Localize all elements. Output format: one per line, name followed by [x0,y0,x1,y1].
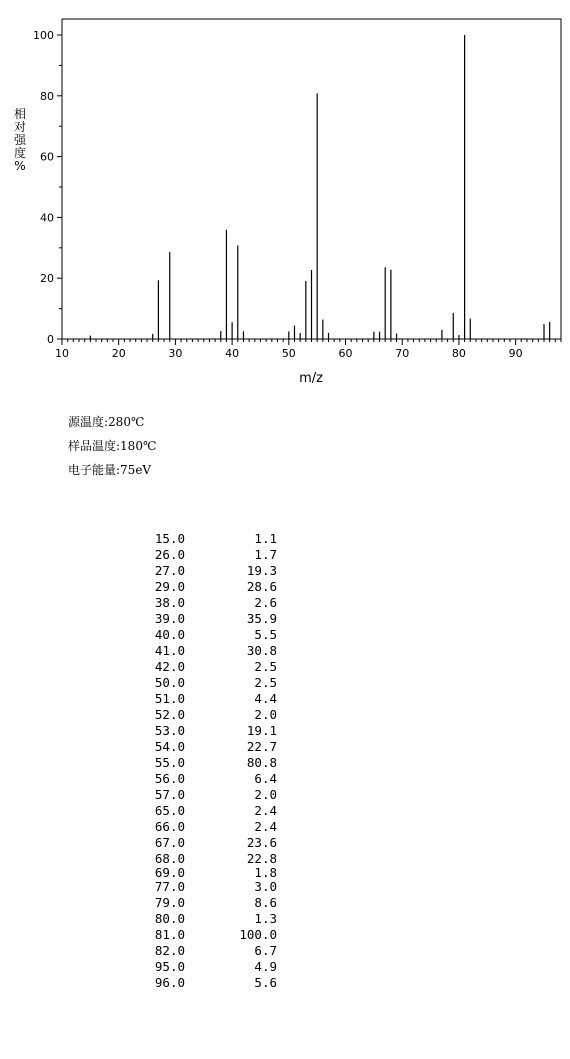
peak-intensity: 19.3 [246,563,277,578]
peak-intensity: 35.9 [246,611,277,626]
peak-row [145,643,277,659]
peak-mz: 82.0 [154,943,185,958]
acquisition-conditions [68,410,156,482]
peak-row [145,959,277,975]
peak-intensity: 2.6 [254,595,277,610]
y-axis-label [12,108,28,173]
spectrum-bars [90,35,549,339]
peak-mz: 79.0 [154,895,185,910]
peak-row [145,975,277,991]
y-tick-label: 40 [40,211,54,225]
peak-intensity: 8.6 [254,895,277,910]
peak-mz: 41.0 [154,643,185,658]
peak-mz: 50.0 [154,675,185,690]
peak-row [145,771,277,787]
peak-row [145,867,277,879]
peak-row [145,707,277,723]
peak-mz: 80.0 [154,911,185,926]
peak-intensity: 6.4 [254,771,277,786]
peak-mz: 40.0 [154,627,185,642]
peak-mz: 66.0 [154,819,185,834]
y-axis-label-char: % [14,159,26,173]
peak-mz: 96.0 [154,975,185,990]
peak-row [145,531,277,547]
y-axis-label-char: 强 [13,133,26,147]
peak-mz: 15.0 [154,531,185,546]
peak-mz: 55.0 [154,755,185,770]
y-tick-label: 0 [47,333,54,346]
peak-intensity: 2.0 [254,707,277,722]
peak-mz: 53.0 [154,723,185,738]
peak-intensity: 6.7 [254,943,277,958]
x-tick-label: 60 [338,347,353,360]
peak-row [145,927,277,943]
peak-mz: 77.0 [154,879,185,894]
peak-intensity: 22.7 [246,739,277,754]
peak-intensity: 22.8 [246,851,277,866]
y-axis-label-char: 相 [13,107,26,121]
peak-row [145,911,277,927]
peak-row [145,547,277,563]
peak-intensity: 19.1 [246,723,277,738]
peak-intensity: 2.4 [254,803,277,818]
peak-row [145,627,277,643]
peak-intensity: 3.0 [254,879,277,894]
peak-mz: 54.0 [154,739,185,754]
peak-row [145,755,277,771]
peak-mz: 95.0 [154,959,185,974]
peak-intensity: 5.5 [254,627,277,642]
y-axis [33,29,62,346]
peak-intensity: 30.8 [246,643,277,658]
peak-intensity: 4.4 [254,691,277,706]
peak-mz: 27.0 [154,563,185,578]
peak-intensity: 5.6 [254,975,277,990]
peak-row [145,803,277,819]
peak-row [145,579,277,595]
peak-mz: 42.0 [154,659,185,674]
peak-row [145,895,277,911]
peak-mz: 81.0 [154,927,185,942]
peak-row [145,659,277,675]
x-tick-label: 90 [508,347,523,360]
peak-mz: 38.0 [154,595,185,610]
peak-mz: 68.0 [154,851,185,866]
peak-table [145,531,277,991]
electron-energy: 电子能量:75eV [68,463,152,477]
peak-row [145,595,277,611]
peak-row [145,563,277,579]
x-axis-label: m/z [299,371,323,386]
peak-intensity: 2.5 [254,675,277,690]
peak-mz: 65.0 [154,803,185,818]
peak-intensity: 4.9 [254,959,277,974]
x-tick-label: 10 [55,347,69,360]
peak-intensity: 1.1 [254,531,277,546]
sample-temperature: 样品温度:180℃ [68,439,157,453]
x-tick-label: 70 [395,347,410,360]
peak-mz: 39.0 [154,611,185,626]
peak-row [145,835,277,851]
y-tick-label: 20 [40,272,54,286]
peak-intensity: 28.6 [246,579,277,594]
x-axis [55,339,561,360]
peak-intensity: 1.8 [254,865,277,880]
peak-mz: 67.0 [154,835,185,850]
mass-spectrum-chart [0,0,570,400]
x-tick-label: 80 [451,347,466,360]
peak-intensity: 80.8 [246,755,277,770]
peak-row [145,675,277,691]
y-axis-label-char: 对 [13,120,26,134]
peak-row [145,879,277,895]
x-tick-label: 20 [111,347,126,360]
y-tick-label: 60 [40,150,54,164]
peak-intensity: 1.3 [254,911,277,926]
peak-mz: 56.0 [154,771,185,786]
y-tick-label: 80 [40,89,54,103]
peak-mz: 26.0 [154,547,185,562]
peak-mz: 57.0 [154,787,185,802]
peak-mz: 51.0 [154,691,185,706]
peak-row [145,787,277,803]
peak-row [145,819,277,835]
peak-intensity: 2.4 [254,819,277,834]
peak-mz: 52.0 [154,707,185,722]
source-temperature: 源温度:280℃ [68,415,145,429]
peak-row [145,611,277,627]
peak-intensity: 2.0 [254,787,277,802]
peak-mz: 29.0 [154,579,185,594]
peak-intensity: 1.7 [254,547,277,562]
peak-intensity: 100.0 [239,927,277,942]
peak-row [145,943,277,959]
x-tick-label: 30 [168,347,183,360]
peak-intensity: 23.6 [246,835,277,850]
peak-row [145,723,277,739]
peak-mz: 69.0 [154,865,185,880]
y-axis-label-char: 度 [13,146,26,160]
peak-row [145,739,277,755]
peak-row [145,691,277,707]
x-tick-label: 40 [225,347,240,360]
peak-intensity: 2.5 [254,659,277,674]
y-tick-label: 100 [33,29,54,42]
x-tick-label: 50 [281,347,296,360]
